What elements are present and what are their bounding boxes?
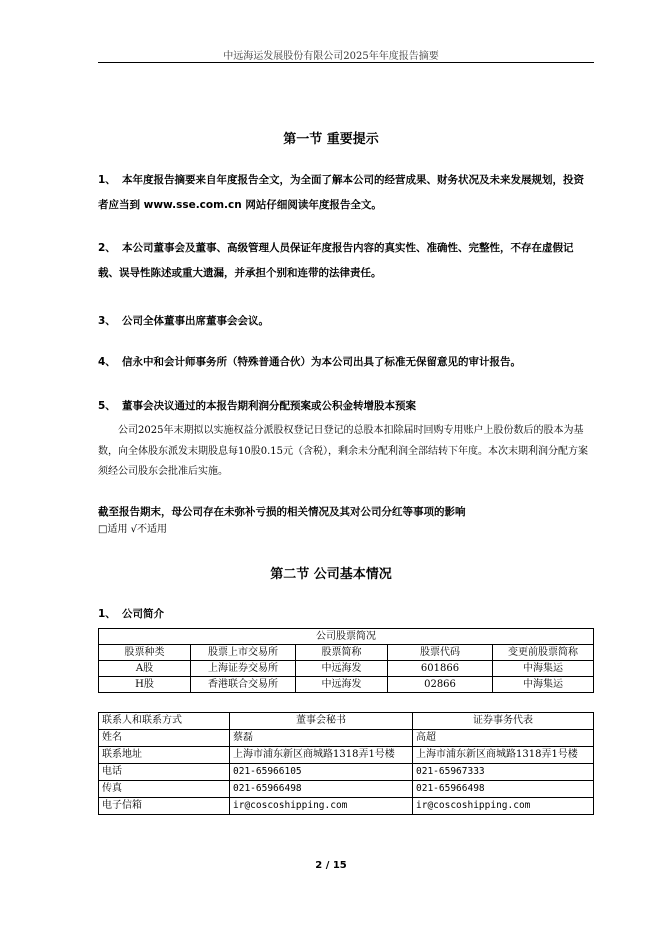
dividend-plan-text: 公司2025年末期拟以实施权益分派股权登记日登记的总股本扣除届时回购专用账户上股份数后的股本为基数，向全体股东派发末期股息每10股0.15元（含税），剩余未分配利润全部结转下年度。本次末期利润分配方案须经公司股东会批准后实施。 — [98, 425, 588, 477]
uncovered-loss-question: 截至报告期末，母公司存在未弥补亏损的相关情况及其对公司分红等事项的影响 — [98, 506, 466, 518]
item-number: 1、 — [98, 174, 116, 186]
company-profile-heading — [98, 602, 594, 627]
table-cell: H股 — [99, 677, 191, 693]
item-number: 2、 — [98, 242, 116, 254]
table-header-row — [99, 645, 594, 661]
column-header: 董事会秘书 — [230, 713, 413, 730]
table-cell: A股 — [99, 661, 191, 677]
table-cell: 电话 — [99, 764, 230, 781]
table-cell: 香港联合交易所 — [191, 677, 296, 693]
header-divider — [98, 62, 594, 63]
table-cell: 电子信箱 — [99, 798, 230, 815]
table-cell: 021-65966498 — [230, 781, 413, 798]
notice-item-3 — [98, 309, 594, 334]
table-cell: 高超 — [413, 730, 594, 747]
notice-item-2 — [98, 236, 594, 286]
table-cell: 中海集运 — [493, 661, 594, 677]
table-cell: 021-65966105 — [230, 764, 413, 781]
section2-title: 第二节 公司基本情况 — [270, 567, 392, 582]
table-cell: 021-65967333 — [413, 764, 594, 781]
table-cell: 02866 — [388, 677, 493, 693]
table-caption: 公司股票简况 — [99, 629, 594, 645]
table-cell: 传真 — [99, 781, 230, 798]
table-cell: 中远海发 — [296, 677, 388, 693]
table-header-row — [99, 713, 594, 730]
table-cell: 上海证券交易所 — [191, 661, 296, 677]
table-cell: 601866 — [388, 661, 493, 677]
table-row — [99, 677, 594, 693]
item-text: 公司简介 — [122, 608, 164, 620]
table-row — [99, 781, 594, 798]
column-header: 股票种类 — [99, 645, 191, 661]
table-row — [99, 747, 594, 764]
column-header: 股票代码 — [388, 645, 493, 661]
stock-info-table — [98, 628, 594, 693]
item-number: 4、 — [98, 356, 116, 368]
item-text: 本年度报告摘要来自年度报告全文，为全面了解本公司的经营成果、财务状况及未来发展规划，投资者应当到 www.sse.com.cn 网站仔细阅读年度报告全文。 — [98, 174, 584, 211]
table-cell: ir@coscoshipping.com — [230, 798, 413, 815]
table-row — [99, 798, 594, 815]
table-cell: 中远海发 — [296, 661, 388, 677]
item-number: 5、 — [98, 400, 116, 412]
column-header: 联系人和联系方式 — [99, 713, 230, 730]
item-number: 3、 — [98, 315, 116, 327]
table-caption-row — [99, 629, 594, 645]
contact-info-table — [98, 712, 594, 815]
table-cell: 蔡磊 — [230, 730, 413, 747]
table-row — [99, 730, 594, 747]
table-row — [99, 764, 594, 781]
column-header: 股票简称 — [296, 645, 388, 661]
table-cell: 姓名 — [99, 730, 230, 747]
column-header: 证券事务代表 — [413, 713, 594, 730]
item-text: 公司全体董事出席董事会会议。 — [122, 315, 269, 327]
page-number: 2 / 15 — [315, 860, 347, 871]
table-cell: 中海集运 — [493, 677, 594, 693]
item-text: 本公司董事会及董事、高级管理人员保证年度报告内容的真实性、准确性、完整性，不存在虚假记载、误导性陈述或重大遗漏，并承担个别和连带的法律责任。 — [98, 242, 574, 279]
notice-item-1 — [98, 168, 594, 218]
notice-item-4 — [98, 350, 594, 375]
section1-title: 第一节 重要提示 — [283, 132, 379, 147]
table-cell: 联系地址 — [99, 747, 230, 764]
table-cell: ir@coscoshipping.com — [413, 798, 594, 815]
table-cell: 上海市浦东新区商城路1318弄1号楼 — [413, 747, 594, 764]
table-cell: 上海市浦东新区商城路1318弄1号楼 — [230, 747, 413, 764]
page-header: 中远海运发展股份有限公司2025年年度报告摘要 — [223, 51, 439, 62]
column-header: 股票上市交易所 — [191, 645, 296, 661]
applicability-options: □适用 √不适用 — [98, 524, 167, 535]
table-cell: 021-65966498 — [413, 781, 594, 798]
table-row — [99, 661, 594, 677]
item-text: 董事会决议通过的本报告期利润分配预案或公积金转增股本预案 — [122, 400, 416, 412]
notice-item-5 — [98, 394, 594, 419]
item-text: 信永中和会计师事务所（特殊普通合伙）为本公司出具了标准无保留意见的审计报告。 — [122, 356, 521, 368]
item-number: 1、 — [98, 608, 116, 620]
column-header: 变更前股票简称 — [493, 645, 594, 661]
